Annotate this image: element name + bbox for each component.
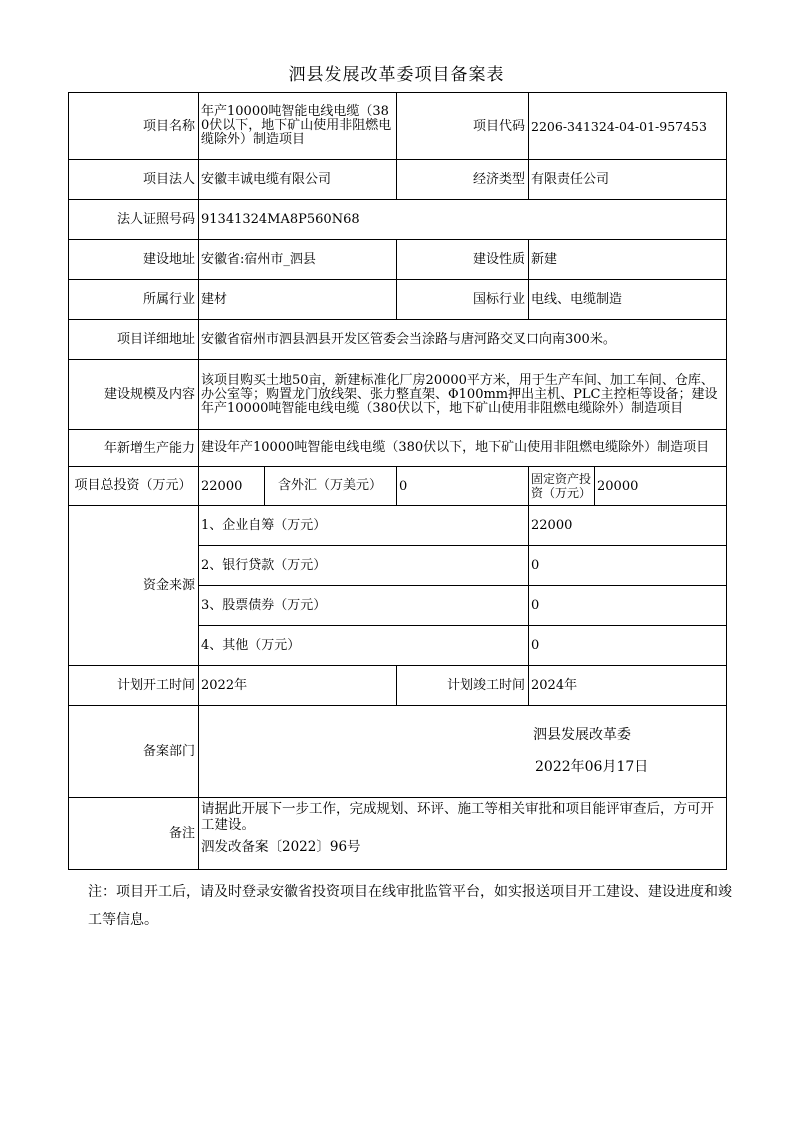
start-value: 2022年 bbox=[199, 666, 397, 706]
legal-person-value: 安徽丰诚电缆有限公司 bbox=[199, 160, 397, 200]
remark-number: 泗发改备案〔2022〕96号 bbox=[201, 839, 361, 855]
funding-item-label: 4、其他（万元） bbox=[199, 626, 529, 666]
finish-label: 计划竣工时间 bbox=[397, 666, 529, 706]
economy-type-value: 有限责任公司 bbox=[529, 160, 727, 200]
nature-label: 建设性质 bbox=[397, 240, 529, 280]
project-name-label: 项目名称 bbox=[69, 93, 199, 160]
total-invest-label: 项目总投资（万元） bbox=[69, 467, 199, 506]
capacity-label: 年新增生产能力 bbox=[69, 430, 199, 467]
total-invest-value: 22000 bbox=[199, 467, 265, 506]
license-label: 法人证照号码 bbox=[69, 200, 199, 240]
site-value: 安徽省:宿州市_泗县 bbox=[199, 240, 397, 280]
economy-type-label: 经济类型 bbox=[397, 160, 529, 200]
nature-value: 新建 bbox=[529, 240, 727, 280]
dept-cell bbox=[199, 706, 727, 798]
fixed-invest-value: 20000 bbox=[595, 467, 727, 506]
detail-address-label: 项目详细地址 bbox=[69, 320, 199, 360]
record-table bbox=[68, 92, 727, 870]
dept-date: 2022年06月17日 bbox=[535, 759, 649, 775]
fixed-invest-label: 固定资产投资（万元） bbox=[529, 467, 595, 506]
page-title: 泗县发展改革委项目备案表 bbox=[288, 65, 505, 85]
funding-item-value: 22000 bbox=[529, 506, 727, 546]
funding-item-value: 0 bbox=[529, 626, 727, 666]
project-code-label: 项目代码 bbox=[397, 93, 529, 160]
start-label: 计划开工时间 bbox=[69, 666, 199, 706]
license-value: 91341324MA8P560N68 bbox=[199, 200, 727, 240]
funding-item-label: 3、股票债券（万元） bbox=[199, 586, 529, 626]
funding-item-label: 1、企业自筹（万元） bbox=[199, 506, 529, 546]
funding-item-value: 0 bbox=[529, 546, 727, 586]
remark-text: 请据此开展下一步工作，完成规划、环评、施工等相关审批和项目能评审查后，方可开工建设。 bbox=[201, 801, 714, 833]
project-name-value: 年产10000吨智能电线电缆（380伏以下，地下矿山使用非阻燃电缆除外）制造项目 bbox=[199, 93, 397, 160]
project-code-value: 2206-341324-04-01-957453 bbox=[529, 93, 727, 160]
remark-cell bbox=[199, 798, 727, 870]
dept-name: 泗县发展改革委 bbox=[533, 727, 631, 743]
industry-label: 所属行业 bbox=[69, 280, 199, 320]
footnote: 注：项目开工后，请及时登录安徽省投资项目在线审批监管平台，如实报送项目开工建设、建设进度和竣工等信息。 bbox=[88, 884, 732, 928]
legal-person-label: 项目法人 bbox=[69, 160, 199, 200]
forex-label: 含外汇（万美元） bbox=[265, 467, 397, 506]
site-label: 建设地址 bbox=[69, 240, 199, 280]
funding-item-label: 2、银行贷款（万元） bbox=[199, 546, 529, 586]
finish-value: 2024年 bbox=[529, 666, 727, 706]
capacity-value: 建设年产10000吨智能电线电缆（380伏以下，地下矿山使用非阻燃电缆除外）制造项目 bbox=[199, 430, 727, 467]
industry-value: 建材 bbox=[199, 280, 397, 320]
national-industry-label: 国标行业 bbox=[397, 280, 529, 320]
funding-label: 资金来源 bbox=[69, 506, 199, 666]
detail-address-value: 安徽省宿州市泗县泗县开发区管委会当涂路与唐河路交叉口向南300米。 bbox=[199, 320, 727, 360]
national-industry-value: 电线、电缆制造 bbox=[529, 280, 727, 320]
scale-label: 建设规模及内容 bbox=[69, 360, 199, 430]
remark-label: 备注 bbox=[69, 798, 199, 870]
funding-item-value: 0 bbox=[529, 586, 727, 626]
forex-value: 0 bbox=[397, 467, 529, 506]
scale-value: 该项目购买土地50亩，新建标准化厂房20000平方米，用于生产车间、加工车间、仓库、办公室等；购置龙门放线架、张力整直架、Φ100mm押出主机、PLC主控柜等设备；建设年产10000吨智能电线电缆（380伏以下，地下矿山使用非阻燃电缆除外）制造项目 bbox=[199, 360, 727, 430]
dept-label: 备案部门 bbox=[69, 706, 199, 798]
